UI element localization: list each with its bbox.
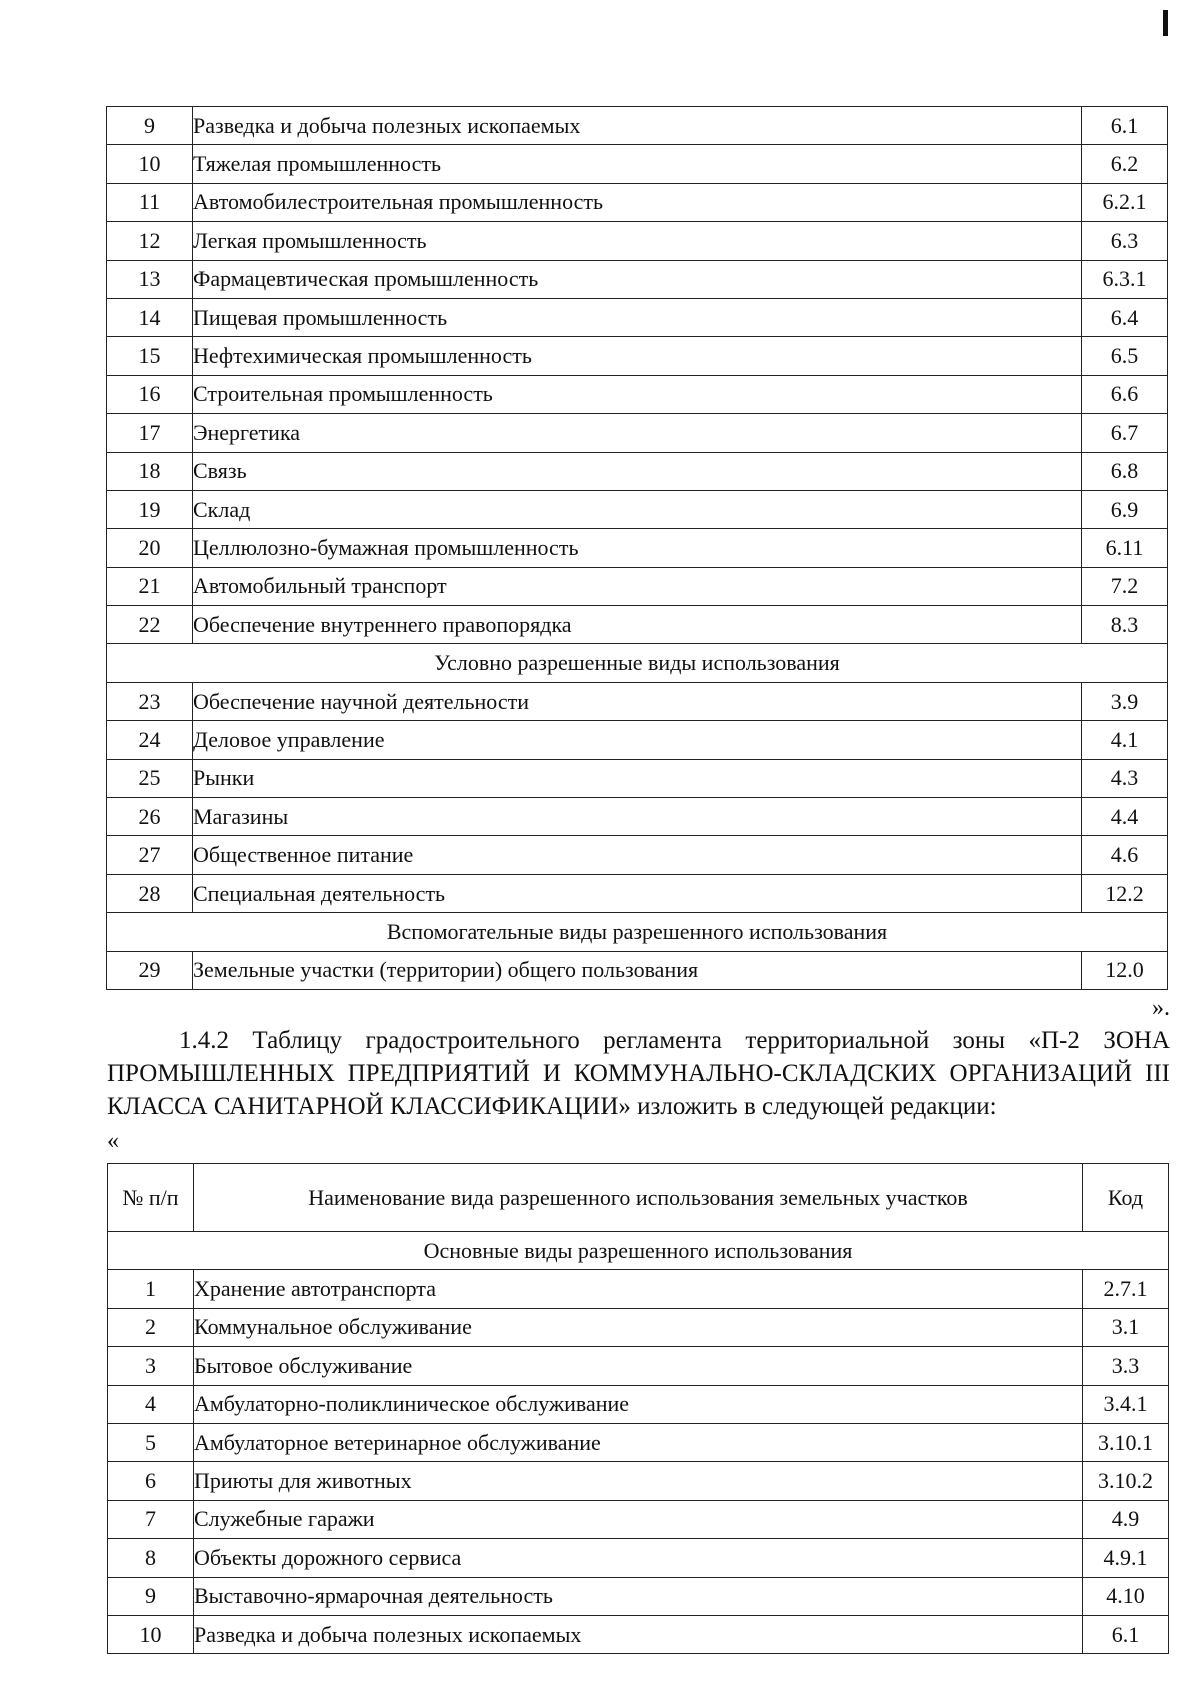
row-number: 8 [108,1539,194,1577]
row-use-name: Бытовое обслуживание [194,1347,1083,1385]
row-code: 4.1 [1082,721,1168,759]
row-code: 6.3 [1082,222,1168,260]
section-conditional-uses [107,644,1168,682]
row-code: 6.11 [1082,529,1168,567]
row-number: 16 [107,375,193,413]
row-code: 6.2 [1082,145,1168,183]
row-number: 14 [107,298,193,336]
row-number: 5 [108,1423,194,1461]
table-row [107,145,1168,183]
row-use-name: Автомобилестроительная промышленность [193,183,1082,221]
section-auxiliary-uses-label: Вспомогательные виды разрешенного использования [107,913,1168,951]
row-number: 25 [107,759,193,797]
row-code: 4.10 [1083,1577,1169,1615]
row-code: 8.3 [1082,606,1168,644]
closing-quote: ». [1152,995,1170,1021]
table-row [107,375,1168,413]
row-number: 22 [107,606,193,644]
row-use-name: Пищевая промышленность [193,298,1082,336]
header-num: № п/п [108,1164,194,1232]
row-code: 3.10.2 [1083,1462,1169,1500]
row-use-name: Деловое управление [193,721,1082,759]
table-row [107,298,1168,336]
table-row [108,1539,1169,1577]
table-row [108,1423,1169,1461]
table-row [108,1462,1169,1500]
row-number: 10 [107,145,193,183]
row-code: 3.10.1 [1083,1423,1169,1461]
row-code: 3.9 [1082,682,1168,720]
row-use-name: Автомобильный транспорт [193,567,1082,605]
row-number: 15 [107,337,193,375]
row-use-name: Общественное питание [193,836,1082,874]
row-number: 1 [108,1270,194,1308]
row-code: 6.2.1 [1082,183,1168,221]
row-use-name: Обеспечение внутреннего правопорядка [193,606,1082,644]
page-marker [1163,10,1168,36]
header-name: Наименование вида разрешенного использования земельных участков [194,1164,1083,1232]
row-code: 4.3 [1082,759,1168,797]
table-row [108,1500,1169,1538]
row-number: 23 [107,682,193,720]
row-use-name: Обеспечение научной деятельности [193,682,1082,720]
row-code: 4.9 [1083,1500,1169,1538]
table-row [108,1615,1169,1653]
row-use-name: Разведка и добыча полезных ископаемых [194,1615,1083,1653]
row-use-name: Специальная деятельность [193,874,1082,912]
row-use-name: Легкая промышленность [193,222,1082,260]
row-use-name: Амбулаторно-поликлиническое обслуживание [194,1385,1083,1423]
table-row [107,682,1168,720]
row-use-name: Нефтехимическая промышленность [193,337,1082,375]
table-row [108,1577,1169,1615]
amendment-paragraph [107,1024,1170,1123]
row-code: 6.1 [1082,107,1168,145]
row-code: 2.7.1 [1083,1270,1169,1308]
table-row [107,222,1168,260]
row-number: 11 [107,183,193,221]
row-use-name: Служебные гаражи [194,1500,1083,1538]
row-code: 12.2 [1082,874,1168,912]
row-use-name: Рынки [193,759,1082,797]
row-code: 4.9.1 [1083,1539,1169,1577]
row-use-name: Магазины [193,798,1082,836]
row-use-name: Связь [193,452,1082,490]
row-number: 29 [107,951,193,989]
row-code: 3.3 [1083,1347,1169,1385]
row-number: 28 [107,874,193,912]
row-number: 17 [107,414,193,452]
row-code: 12.0 [1082,951,1168,989]
table-row [108,1347,1169,1385]
row-number: 2 [108,1308,194,1346]
row-use-name: Коммунальное обслуживание [194,1308,1083,1346]
row-number: 9 [108,1577,194,1615]
row-number: 20 [107,529,193,567]
row-code: 6.4 [1082,298,1168,336]
table-row [107,183,1168,221]
row-use-name: Приюты для животных [194,1462,1083,1500]
row-number: 3 [108,1347,194,1385]
row-code: 6.7 [1082,414,1168,452]
table-row [107,951,1168,989]
row-code: 6.3.1 [1082,260,1168,298]
row-code: 6.1 [1083,1615,1169,1653]
row-number: 26 [107,798,193,836]
row-number: 9 [107,107,193,145]
land-use-table-new [107,1163,1169,1654]
row-code: 6.5 [1082,337,1168,375]
row-number: 6 [108,1462,194,1500]
row-number: 12 [107,222,193,260]
row-use-name: Амбулаторное ветеринарное обслуживание [194,1423,1083,1461]
paragraph-line-2: ЗОНА ПРОМЫШЛЕННЫХ ПРЕДПРИЯТИЙ И КОММУНАЛЬНО-СКЛАДСКИХ ОРГАНИЗАЦИЙ [107,1027,1170,1087]
row-use-name: Строительная промышленность [193,375,1082,413]
row-use-name: Объекты дорожного сервиса [194,1539,1083,1577]
section-conditional-uses-label: Условно разрешенные виды использования [107,644,1168,682]
table-row [107,490,1168,528]
table-row [107,836,1168,874]
header-code: Код [1083,1164,1169,1232]
section-main-uses [108,1232,1169,1270]
row-number: 18 [107,452,193,490]
table-row [107,721,1168,759]
section-auxiliary-uses [107,913,1168,951]
row-code: 6.6 [1082,375,1168,413]
table-row [107,874,1168,912]
row-code: 6.8 [1082,452,1168,490]
row-code: 7.2 [1082,567,1168,605]
row-number: 27 [107,836,193,874]
row-code: 4.6 [1082,836,1168,874]
section-main-uses-label: Основные виды разрешенного использования [108,1232,1169,1270]
opening-quote: « [107,1128,119,1154]
row-use-name: Энергетика [193,414,1082,452]
row-use-name: Земельные участки (территории) общего пользования [193,951,1082,989]
table-row [107,567,1168,605]
row-number: 10 [108,1615,194,1653]
table-row [108,1270,1169,1308]
row-use-name: Разведка и добыча полезных ископаемых [193,107,1082,145]
row-number: 21 [107,567,193,605]
table-row [107,606,1168,644]
table-row [107,107,1168,145]
row-number: 13 [107,260,193,298]
paragraph-line-1: 1.4.2 Таблицу градостроительного регламента территориальной зоны «П-2 [179,1027,1080,1054]
row-code: 3.4.1 [1083,1385,1169,1423]
land-use-table-continued [106,106,1168,990]
table-row [107,337,1168,375]
table-row [107,759,1168,797]
row-code: 4.4 [1082,798,1168,836]
row-use-name: Выставочно-ярмарочная деятельность [194,1577,1083,1615]
table-row [107,452,1168,490]
table-row [107,529,1168,567]
row-use-name: Целлюлозно-бумажная промышленность [193,529,1082,567]
row-number: 4 [108,1385,194,1423]
table-row [108,1308,1169,1346]
land-use-table-new-body [108,1164,1169,1654]
table-header-row [108,1164,1169,1232]
table-row [107,414,1168,452]
row-use-name: Склад [193,490,1082,528]
row-code: 3.1 [1083,1308,1169,1346]
row-use-name: Фармацевтическая промышленность [193,260,1082,298]
row-use-name: Хранение автотранспорта [194,1270,1083,1308]
row-number: 19 [107,490,193,528]
row-number: 7 [108,1500,194,1538]
row-number: 24 [107,721,193,759]
row-code: 6.9 [1082,490,1168,528]
row-use-name: Тяжелая промышленность [193,145,1082,183]
table-row [107,798,1168,836]
table-row [108,1385,1169,1423]
land-use-table-continued-body [107,107,1168,990]
paragraph-line-3: III КЛАССА САНИТАРНОЙ КЛАССИФИКАЦИИ» изложить в следующей редакции: [107,1060,1170,1120]
table-row [107,260,1168,298]
